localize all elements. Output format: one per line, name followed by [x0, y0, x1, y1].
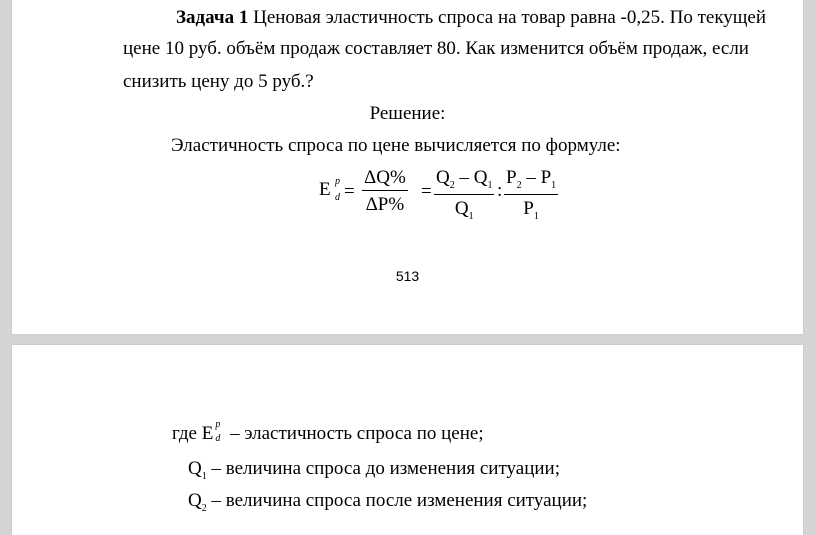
fraction-price-denominator [521, 199, 541, 222]
q2-subscript: 2 [449, 179, 455, 191]
fraction-quantity [434, 168, 494, 222]
fraction-percent [362, 168, 408, 214]
p2-symbol: P [506, 167, 517, 188]
task-title: Задача 1 [176, 7, 249, 28]
fraction-price [504, 168, 558, 222]
formula-e-sup: p [335, 176, 340, 187]
q1-subscript: 1 [487, 179, 493, 191]
q2-text: – величина спроса после изменения ситуации; [206, 490, 588, 511]
formula-intro: Эластичность спроса по цене вычисляется по формуле: [171, 135, 621, 156]
fraction-price-numerator [504, 168, 558, 191]
e-indices [213, 419, 225, 444]
q1-subscript: 1 [201, 470, 207, 482]
formula-e: E [319, 179, 331, 200]
p2-subscript: 2 [516, 179, 522, 191]
p1-symbol: P [540, 167, 552, 188]
q2-symbol: Q [436, 167, 450, 188]
minus-sign: – [521, 167, 541, 188]
task-line-3: снизить цену до 5 руб.? [123, 71, 314, 92]
p1-symbol: P [523, 197, 534, 219]
q2-subscript: 2 [201, 502, 207, 514]
q1-text: – величина спроса до изменения ситуации; [206, 458, 560, 479]
q1-symbol: Q [473, 167, 488, 188]
q2-symbol: Q [188, 490, 202, 511]
definition-elasticity [172, 419, 484, 444]
p1-subscript: 1 [551, 179, 557, 191]
task-text-1: Ценовая эластичность спроса на товар равна -0,25. По текущей [253, 7, 767, 28]
fraction-percent-denominator: ΔP% [365, 194, 405, 215]
formula-equals-2: = [421, 181, 432, 202]
fraction-quantity-numerator [434, 168, 494, 191]
formula-e-sub: d [335, 192, 340, 203]
fraction-quantity-denominator [453, 199, 476, 222]
p1-subscript: 1 [533, 210, 539, 222]
q1-symbol: Q [188, 458, 202, 479]
fraction-bar [362, 190, 408, 191]
task-line-2: цене 10 руб. объём продаж составляет 80. Как изменится объём продаж, если [123, 38, 749, 59]
definition-q1 [188, 459, 560, 482]
task-line-1 [176, 8, 766, 27]
q1-symbol: Q [454, 197, 469, 219]
minus-sign: – [454, 167, 474, 188]
document-page-2 [12, 345, 803, 535]
definition-q2 [188, 491, 587, 514]
fraction-bar [434, 194, 494, 195]
fraction-percent-numerator: ΔQ% [364, 167, 406, 188]
q1-subscript: 1 [468, 210, 474, 222]
where-prefix: где E [172, 423, 214, 444]
formula-colon: : [497, 180, 503, 201]
where-text: – эластичность спроса по цене; [225, 423, 484, 444]
document-page-1 [12, 0, 803, 334]
e-sup: p [215, 419, 221, 430]
fraction-bar [504, 194, 558, 195]
solution-heading: Решение: [369, 103, 446, 124]
page-number: 513 [395, 268, 420, 284]
e-sub: d [215, 433, 221, 444]
formula-equals-1: = [344, 181, 355, 202]
